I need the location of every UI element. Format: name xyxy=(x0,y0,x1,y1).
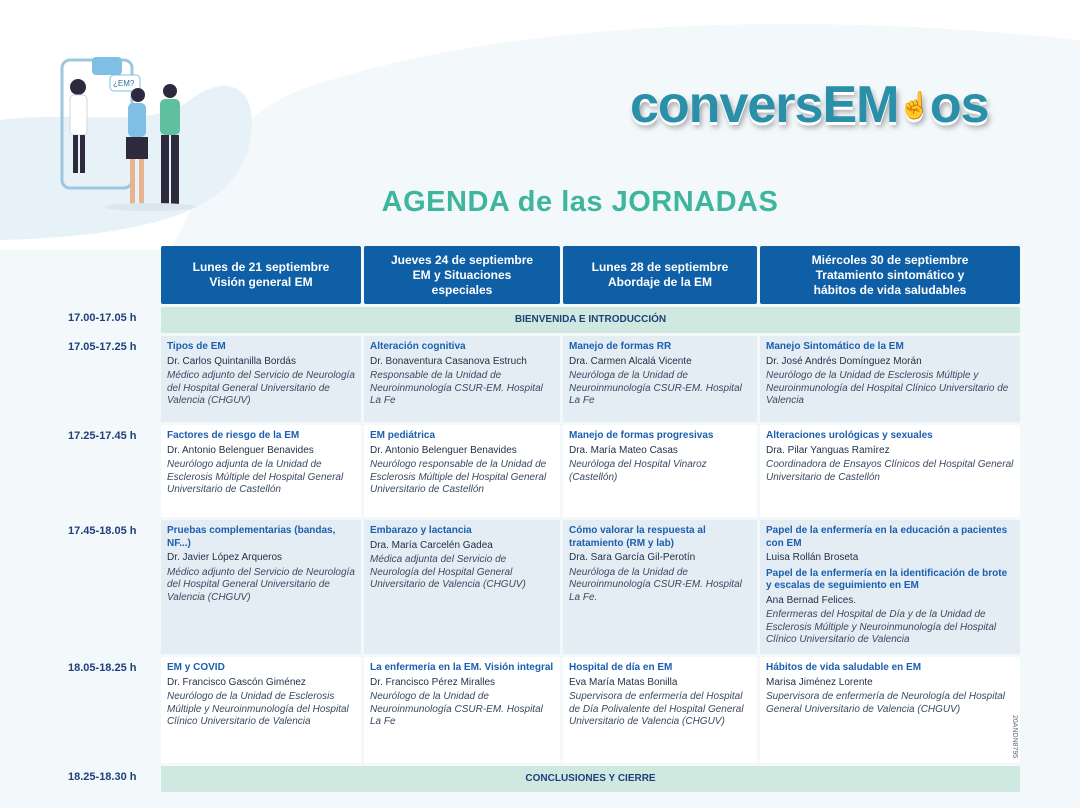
session-cell xyxy=(364,425,560,517)
corner-spacer xyxy=(62,246,158,304)
session-cell xyxy=(161,520,361,654)
speech-bubble-text: ¿EM? xyxy=(113,79,135,88)
session-topic: Alteraciones urológicas y sexuales xyxy=(766,430,933,441)
session-cell xyxy=(364,520,560,654)
session-speaker: Eva María Matas Bonilla xyxy=(569,676,678,688)
session-topic: Hábitos de vida saludable en EM xyxy=(766,662,922,673)
time-slot: 18.05-18.25 h xyxy=(68,662,137,674)
session-speaker: Dra. María Carcelén Gadea xyxy=(370,539,493,551)
speaker-role: Supervisora de enfermería del Hospital de Día Polivalente del Hospital General Universitario de Valencia (CHGUV) xyxy=(569,691,744,727)
agenda-grid xyxy=(62,246,1012,792)
session-cell xyxy=(760,657,1020,763)
page-title: AGENDA de las JORNADAS xyxy=(381,186,779,218)
session-topic: Papel de la enfermería en la identificación de brote y escalas de seguimiento en EM xyxy=(766,567,1008,591)
speaker-role: Médica adjunta del Servicio de Neurología del Hospital General Universitario de Valencia (CHGUV) xyxy=(370,554,526,590)
session-speaker: Marisa Jiménez Lorente xyxy=(766,676,873,688)
session-topic: Tipos de EM xyxy=(167,341,226,352)
speaker-role: Neuróloga de la Unidad de Neuroinmunología CSUR-EM. Hospital La Fe xyxy=(569,370,742,406)
speaker-role: Enfermeras del Hospital de Día y de la Unidad de Esclerosis Múltiple y Neuroinmunología del Hospital Clínico Universitario de Valencia xyxy=(766,609,997,645)
session-cell xyxy=(563,336,757,422)
session-cell xyxy=(364,336,560,422)
session-speaker: Dra. Sara García Gil-Perotín xyxy=(569,552,696,563)
speaker-role: Responsable de la Unidad de Neuroinmunología CSUR-EM. Hospital La Fe xyxy=(370,370,543,406)
session-topic: Manejo Sintomático de la EM xyxy=(766,341,904,352)
time-slot: 17.45-18.05 h xyxy=(68,525,137,537)
session-cell xyxy=(563,657,757,763)
session-cell xyxy=(760,336,1020,422)
session-cell xyxy=(760,425,1020,517)
document-code: 20ANDN8795 xyxy=(1011,715,1018,759)
speaker-role: Médico adjunto del Servicio de Neurología del Hospital General Universitario de Valencia (CHGUV) xyxy=(167,566,355,603)
session-speaker: Dr. Antonio Belenguer Benavides xyxy=(167,444,314,456)
session-topic: La enfermería en la EM. Visión integral xyxy=(370,662,554,673)
session-speaker: Dr. Bonaventura Casanova Estruch xyxy=(370,355,527,367)
session-topic: Hospital de día en EM xyxy=(569,662,673,673)
day-header-1: Lunes de 21 septiembre Visión general EM xyxy=(161,246,361,304)
conversemos-logo: conversEM☝os xyxy=(630,76,989,134)
session-cell xyxy=(364,657,560,763)
session-speaker: Dr. Antonio Belenguer Benavides xyxy=(370,444,517,456)
session-topic: Embarazo y lactancia xyxy=(370,525,472,536)
day-header-3: Lunes 28 de septiembre Abordaje de la EM xyxy=(563,246,757,304)
speaker-role: Neurólogo de la Unidad de Esclerosis Múltiple y Neuroinmunología del Hospital Clínico Universitario de Valencia xyxy=(167,691,349,727)
session-speaker: Dra. Pilar Yanguas Ramírez xyxy=(766,444,890,456)
session-speaker: Dr. Francisco Pérez Miralles xyxy=(370,676,496,688)
session-topic: Cómo valorar la respuesta al tratamiento (RM y lab) xyxy=(569,525,706,549)
time-slot: 17.05-17.25 h xyxy=(68,341,137,353)
session-speaker: Dr. José Andrés Domínguez Morán xyxy=(766,355,922,367)
welcome-band: BIENVENIDA E INTRODUCCIÓN xyxy=(161,307,1020,333)
speaker-role: Neurólogo adjunta de la Unidad de Esclerosis Múltiple del Hospital General Universitario de Castellón xyxy=(167,459,344,495)
session-speaker: Dr. Carlos Quintanilla Bordás xyxy=(167,355,296,367)
time-slot: 18.25-18.30 h xyxy=(68,771,137,783)
session-topic: Pruebas complementarias (bandas, NF...) xyxy=(167,525,336,549)
session-cell xyxy=(161,425,361,517)
speaker-role: Médico adjunto del Servicio de Neurología del Hospital General Universitario de Valencia (CHGUV) xyxy=(167,370,355,406)
session-cell xyxy=(161,657,361,763)
speaker-role: Neuróloga del Hospital Vinaroz (Castellón) xyxy=(569,459,707,483)
session-speaker: Dra. Carmen Alcalá Vicente xyxy=(569,355,692,367)
session-topic: Factores de riesgo de la EM xyxy=(167,430,300,441)
session-speaker: Luisa Rollán Broseta xyxy=(766,552,859,563)
session-topic: Papel de la enfermería en la educación a pacientes con EM xyxy=(766,525,1008,549)
speaker-role: Supervisora de enfermería de Neurología del Hospital General Universitario de Valencia (CHGUV) xyxy=(766,691,1006,715)
speaker-role: Neuróloga de la Unidad de Neuroinmunología CSUR-EM. Hospital La Fe. xyxy=(569,566,742,603)
time-slot: 17.25-17.45 h xyxy=(68,430,137,442)
session-cell xyxy=(760,520,1020,654)
session-cell xyxy=(161,336,361,422)
session-speaker: Dr. Javier López Arqueros xyxy=(167,552,283,563)
session-speaker: Dra. María Mateo Casas xyxy=(569,444,678,456)
speaker-role: Neurólogo de la Unidad de Neuroinmunología CSUR-EM. Hospital La Fe xyxy=(370,691,543,727)
session-speaker: Dr. Francisco Gascón Giménez xyxy=(167,676,306,688)
session-speaker: Ana Bernad Felices. xyxy=(766,594,857,606)
session-cell xyxy=(563,520,757,654)
speaker-role: Neurólogo responsable de la Unidad de Esclerosis Múltiple del Hospital General Universitario de Castellón xyxy=(370,459,547,495)
session-topic: EM pediátrica xyxy=(370,430,436,441)
hand-cursor-icon: ☝ xyxy=(898,90,930,120)
speaker-role: Neurólogo de la Unidad de Esclerosis Múltiple y Neuroinmunología del Hospital Clínico Universitario de Valencia xyxy=(766,370,1009,406)
time-slot: 17.00-17.05 h xyxy=(68,312,137,324)
session-topic: Manejo de formas progresivas xyxy=(569,430,714,441)
closing-band: CONCLUSIONES Y CIERRE xyxy=(161,766,1020,792)
day-header-4: Miércoles 30 de septiembre Tratamiento sintomático y hábitos de vida saludables xyxy=(760,246,1020,304)
session-cell xyxy=(563,425,757,517)
session-topic: EM y COVID xyxy=(167,662,225,673)
session-topic: Alteración cognitiva xyxy=(370,341,466,352)
session-topic: Manejo de formas RR xyxy=(569,341,672,352)
day-header-2: Jueves 24 de septiembre EM y Situaciones especiales xyxy=(364,246,560,304)
speaker-role: Coordinadora de Ensayos Clínicos del Hospital General Universitario de Castellón xyxy=(766,459,1014,483)
